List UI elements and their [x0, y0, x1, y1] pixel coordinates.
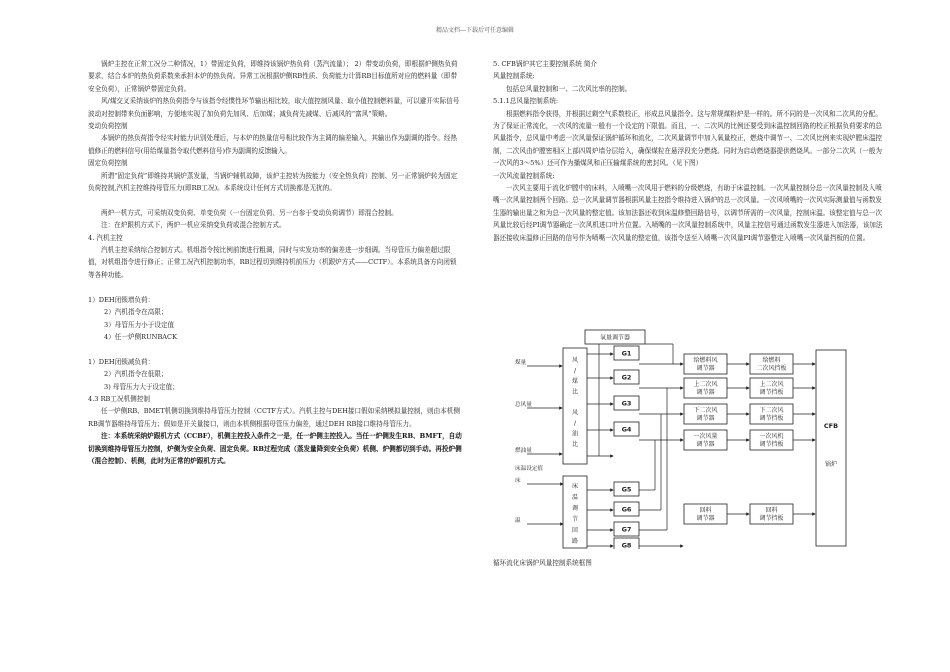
actuator-label: 给燃料 — [762, 357, 781, 364]
left-paragraph: 1）DEH闭锁增负荷： — [88, 295, 155, 304]
diagram-caption: 循环流化床锅炉风量控制系统框图 — [493, 559, 592, 567]
ratio-block-char: / — [573, 367, 577, 375]
actuator-label: 调节挡板 — [759, 389, 784, 396]
regulator-label: 调节器 — [696, 515, 715, 522]
regulator-label: 调节器 — [696, 441, 715, 448]
right-column — [493, 58, 885, 244]
diagram-input-label: 床温设定值 — [515, 466, 543, 472]
left-paragraph — [88, 194, 462, 206]
right-paragraph: 一次风主要用于流化炉膛中的床料，入喷嘴一次风用于燃料的分级燃烧，有助于床温控制。一次风量控制分总一次风量控制及入喷嘴一次风量控制两个回路。总一次风量调节器根据风量主控指令维持进入锅炉的总一次风量。一次风喷嘴的一次风实际测量值与函数发生器的输出量之和为总一次风量的整定值。该加法器还收到床温修整回路信号，以调节所需的一次风量，控制床温。该整定值与总一次风量比较后经PI调节器确定一次风机进口叶片位置。入喷嘴的一次风量控制系统中，风量主控信号通过函数发生器进入加法器，该加法器还接收床温修正回路的信号作为喷嘴一次风量的整定值，该指令送至入喷嘴一次风量PI调节器整定入喷嘴一次风量挡板的位置。 — [493, 184, 883, 242]
bed-temp-char: 回 — [571, 527, 579, 534]
left-column — [88, 58, 462, 467]
left-paragraph: 注：本系统采纳炉跟机方式（CCBF），机侧主控投入条件之一是，任一炉侧主控投入。当任一炉侧发生RB、BMFT，自动切换到维持母管压力控制，炉侧为安全负荷、固定负荷。RB过程完成（蒸发量降到安全负荷）机侧、炉侧都切到手动。再投炉侧（混合控制）、机侧，此时为正常的炉跟机方式。 — [88, 432, 462, 465]
actuator-label: 二次风挡板 — [756, 365, 787, 372]
ratio-block-char: 油 — [571, 430, 579, 438]
ratio-block-char: 风 — [571, 409, 579, 417]
regulator-label: 调节器 — [696, 389, 715, 396]
actuator-label: 调节挡板 — [759, 415, 784, 422]
g-block-label: G5 — [621, 485, 632, 494]
ratio-block-char: 比 — [571, 388, 579, 396]
left-paragraph: 3) 母管压力大于设定值； — [104, 382, 179, 391]
left-paragraph: 两炉一机方式，可采纳双变负荷、单变负荷（一台固定负荷、另一台参于变动负荷调节）即混合控制。 — [101, 208, 398, 217]
left-paragraph: 固定负荷控制 — [88, 159, 128, 168]
actuator-label: 调节挡板 — [759, 515, 784, 522]
g-block-label: G7 — [621, 525, 632, 534]
boiler-label: 锅炉 — [824, 461, 838, 468]
g-block-label: G8 — [621, 541, 632, 549]
left-paragraph: 4.3 RB工况机侧控制 — [88, 394, 150, 403]
diagram-svg — [515, 324, 855, 549]
diagram-input-label: 总风量 — [515, 402, 532, 408]
left-paragraph: 锅炉主控在正常工况分二种情况，1）带固定负荷，即维持该锅炉热负荷（蒸汽流量）； 2）带变动负荷，即根据炉侧热负荷要求，结合本炉的热负荷系数来承担本炉的热负荷。异常工况根据炉侧RB性质、负荷能力计算RB目标值所对应的燃料量（即带安全负荷），正常锅炉带固定负荷。 — [88, 60, 458, 93]
bed-temp-char: 调 — [571, 505, 579, 512]
o2-regulator-label: 氧量调节器 — [599, 334, 631, 342]
ratio-block-char: 煤 — [571, 378, 579, 385]
left-paragraph — [88, 343, 462, 355]
g-block-label: G6 — [621, 505, 632, 514]
g-block-label: G3 — [621, 399, 632, 408]
right-paragraph: 一次风流量控制系统: — [493, 171, 555, 180]
bed-temp-char: 温 — [571, 494, 579, 501]
left-paragraph: 任一炉侧RB、BMET机侧切换到维持母管压力控制（CCTF方式）。汽机主控与DEH接口假如采纳模拟量控制，则由本机侧RB调节器维持母管压力；假如是开关量接口，则由本机侧根据母管压力偏差，通过DEH RB接口维持母管压力。 — [88, 407, 460, 428]
left-paragraph: 2）汽机指令在高限； — [104, 308, 168, 317]
left-paragraph: 变动负荷控制 — [88, 122, 128, 131]
left-paragraph: 1）DEH闭锁减负荷： — [88, 357, 155, 366]
left-paragraph — [88, 281, 462, 293]
actuator-label: 回料 — [765, 507, 778, 514]
g-block-label: G4 — [621, 425, 632, 434]
bed-temp-char: 床 — [571, 483, 579, 490]
ratio-block-char: 比 — [571, 441, 579, 448]
left-paragraph: 汽机主控采纳综合控制方式。机组指令按比例前馈进行粗调，同时与实发功率的偏差进一步细调。当母管压力偏差超过限值，对机组指令进行修正；正常工况汽机控制功率，RB过程切到维持机前压力（机跟炉方式——CCTF）。本系统具备方向闭锁等各种功能。 — [88, 246, 457, 279]
regulator-label: 给燃料风 — [693, 357, 718, 364]
right-paragraph: 包括总风量控制和一、二次风比率的控制。 — [506, 84, 632, 93]
right-paragraph: 5.1.1总风量控制系统: — [493, 97, 559, 106]
diagram-input-label: 燃油量 — [515, 448, 532, 454]
left-paragraph: 4. 汽机主控 — [88, 233, 123, 242]
regulator-label: 调节器 — [696, 415, 715, 422]
page-header: 精品文档---下载后可任意编辑 — [435, 27, 515, 34]
right-paragraph: 风量控制系统: — [493, 72, 535, 81]
right-paragraph: 5. CFB锅炉其它主要控制系统 简介 — [493, 60, 598, 68]
air-control-block-diagram — [515, 324, 855, 549]
left-paragraph: 4）任一炉侧RUNBACK — [104, 332, 178, 341]
left-paragraph: 注：在炉跟机方式下，两炉一机应采纳变负荷或混合控制方式。 — [101, 221, 286, 230]
left-paragraph: 3）母管压力小于设定值 — [104, 320, 175, 329]
actuator-label: 一次风机 — [759, 433, 784, 440]
bed-temp-char: 节 — [571, 516, 579, 523]
actuator-label: 调节挡板 — [759, 441, 784, 448]
left-paragraph: 风/煤交叉采纳该炉的热负荷指令与该指令经惯性环节输出相比较，取大值控制风量、取小值控制燃料量，可以避开实际信号波动对控制带来负面影响，方便地实现了加负荷先加风、后加煤；减负荷先减煤、后减风的“富风”策略。 — [88, 97, 460, 118]
diagram-input-label: 温 — [515, 518, 521, 524]
regulator-label: 回料 — [699, 507, 712, 514]
diagram-input-label: 煤量 — [515, 360, 527, 366]
g-block-label: G1 — [621, 349, 632, 358]
bed-temp-char: 路 — [571, 538, 579, 545]
regulator-label: 一次风量 — [693, 433, 718, 440]
cfb-boiler-block — [816, 350, 846, 546]
actuator-label: 上二次风 — [759, 381, 784, 388]
regulator-label: 调节器 — [696, 365, 715, 372]
g-block-label: G2 — [621, 373, 632, 382]
regulator-label: 下二次风 — [693, 407, 718, 414]
actuator-label: 下二次风 — [759, 407, 784, 414]
cfb-label: CFB — [823, 422, 839, 430]
ratio-block-char: 风 — [571, 357, 579, 364]
left-paragraph: 所谓“固定负荷”即维持其锅炉蒸发量，当锅炉辅机故障，该炉主控转为按能力（安全热负荷）控制、另一正常锅炉转为固定负荷控制,汽机主控维持母管压力(即RB工况)。本系统设计任何方式切换都是无扰的。 — [88, 171, 458, 193]
right-paragraph: 根据燃料指令获得，并根据过剩空气系数校正，形成总风量指令。这与常规煤粉炉是一样的。所不同的是一次风和二次风的分配。为了保证正常流化，一次风的流量一般有一个设定的下限值。而且，一、二次风的比例还要受到床温控制回路的校正根据负荷要求的总风量指令，总风量中考虑一次风量保证锅炉循环和流化，二次风量调节中加入氧量校正，燃烧中调节一、二次风比例来实现炉膛床温控制，二次风由炉膛密相区上部四周炉墙分层给入，确保煤粒在悬浮段充分燃烧。同时为启动燃烧器提供燃烧风。一部分二次风（一般为一次风的3～5%）还可作为播煤风和正压输煤系统的密封风。（见下图） — [493, 109, 883, 168]
left-paragraph: 2）汽机指令在低限； — [104, 370, 168, 379]
diagram-input-label: 床 — [515, 478, 521, 484]
regulator-label: 上二次风 — [693, 381, 718, 388]
left-paragraph: 本锅炉的热负荷指令经实时能力识别处理后，与本炉的热量信号相比较作为主调的偏差输入，其输出作为副调的指令。经热值修正的燃料信号(用给煤量指令取代燃料信号)作为副调的反馈输入。 — [88, 134, 458, 155]
ratio-block-char: / — [573, 420, 577, 427]
